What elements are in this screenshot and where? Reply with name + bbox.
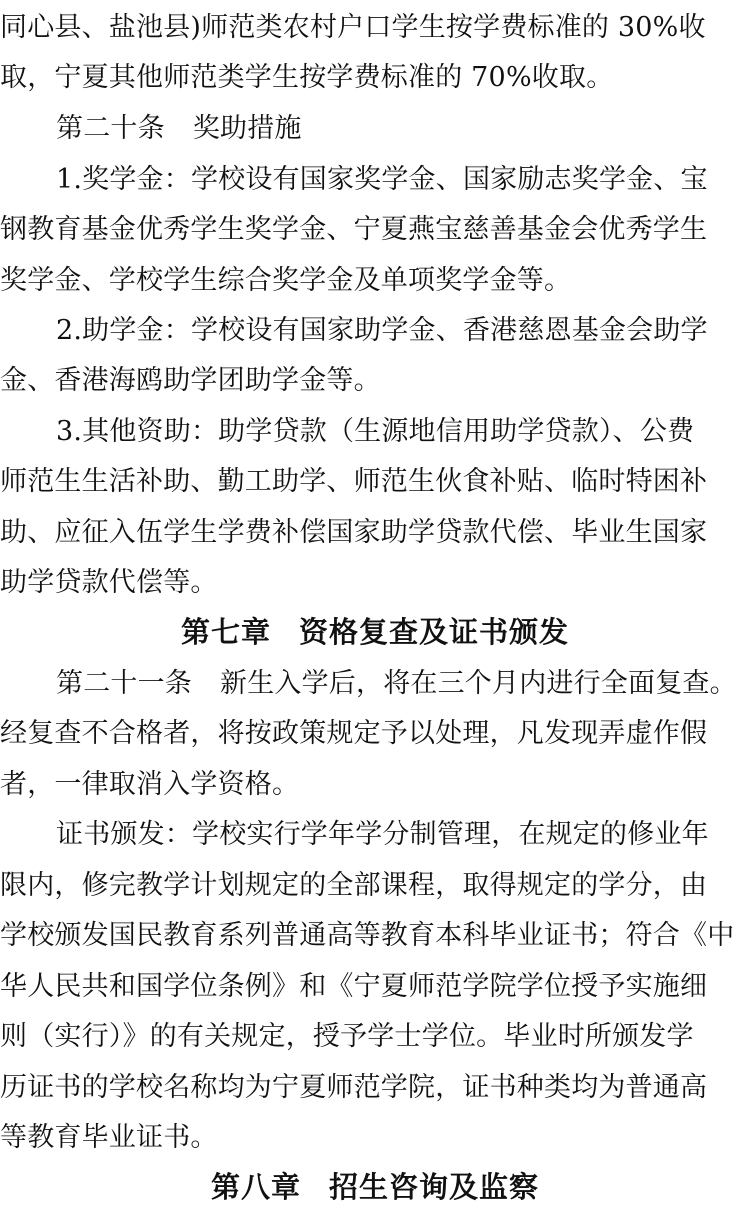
- article-21-first-line: [56, 666, 750, 702]
- chapter-7-number: 第七章: [180, 615, 271, 649]
- paragraph-line: 取，宁夏其他师范类学生按学费标准的 70%收取。: [0, 62, 614, 93]
- article-21-text: 新生入学后，将在三个月内进行全面复查。: [220, 668, 737, 699]
- paragraph-line: 限内，修完教学计划规定的全部课程，取得规定的学分，由: [0, 870, 708, 901]
- paragraph-line: 3.其他资助：助学贷款（生源地信用助学贷款）、公费: [56, 416, 695, 447]
- paragraph-line: 证书颁发：学校实行学年学分制管理，在规定的修业年: [56, 819, 709, 850]
- paragraph-line: 2.助学金：学校设有国家助学金、香港慈恩基金会助学: [56, 315, 708, 346]
- paragraph-line: 奖学金、学校学生综合奖学金及单项奖学金等。: [0, 265, 572, 296]
- chapter-7-heading: [0, 613, 750, 651]
- paragraph-line: 金、香港海鸥助学团助学金等。: [0, 365, 381, 396]
- chapter-8-heading: [0, 1168, 750, 1206]
- paragraph-line: 华人民共和国学位条例》和《宁夏师范学院学位授予实施细: [0, 971, 708, 1002]
- paragraph-line: 经复查不合格者，将按政策规定予以处理，凡发现弄虚作假: [0, 718, 708, 749]
- paragraph-line: 等教育毕业证书。: [0, 1122, 218, 1153]
- paragraph-line: 则（实行）》的有关规定，授予学士学位。毕业时所颁发学: [0, 1021, 694, 1052]
- chapter-8-title: 招生咨询及监察: [329, 1170, 540, 1204]
- paragraph-line: 同心县、盐池县)师范类农村户口学生按学费标准的 30%收: [0, 12, 706, 43]
- paragraph-line: 助、应征入伍学生学费补偿国家助学贷款代偿、毕业生国家: [0, 517, 708, 548]
- paragraph-line: 1.奖学金：学校设有国家奖学金、国家励志奖学金、宝: [56, 164, 708, 195]
- article-21-number: 第二十一条: [56, 668, 192, 699]
- paragraph-line: 者，一律取消入学资格。: [0, 769, 300, 800]
- paragraph-line: 助学贷款代偿等。: [0, 567, 218, 598]
- paragraph-line: 师范生生活补助、勤工助学、师范生伙食补贴、临时特困补: [0, 466, 708, 497]
- article-20-number: 第二十条: [56, 113, 165, 144]
- article-20-title: 奖助措施: [192, 113, 302, 144]
- paragraph-line: 钢教育基金优秀学生奖学金、宁夏燕宝慈善基金会优秀学生: [0, 214, 708, 245]
- chapter-8-number: 第八章: [210, 1170, 301, 1204]
- paragraph-line: 学校颁发国民教育系列普通高等教育本科毕业证书；符合《中: [0, 920, 735, 951]
- chapter-7-title: 资格复查及证书颁发: [299, 615, 570, 649]
- paragraph-line: 历证书的学校名称均为宁夏师范学院，证书种类均为普通高: [0, 1072, 708, 1103]
- article-20-heading: [56, 111, 750, 147]
